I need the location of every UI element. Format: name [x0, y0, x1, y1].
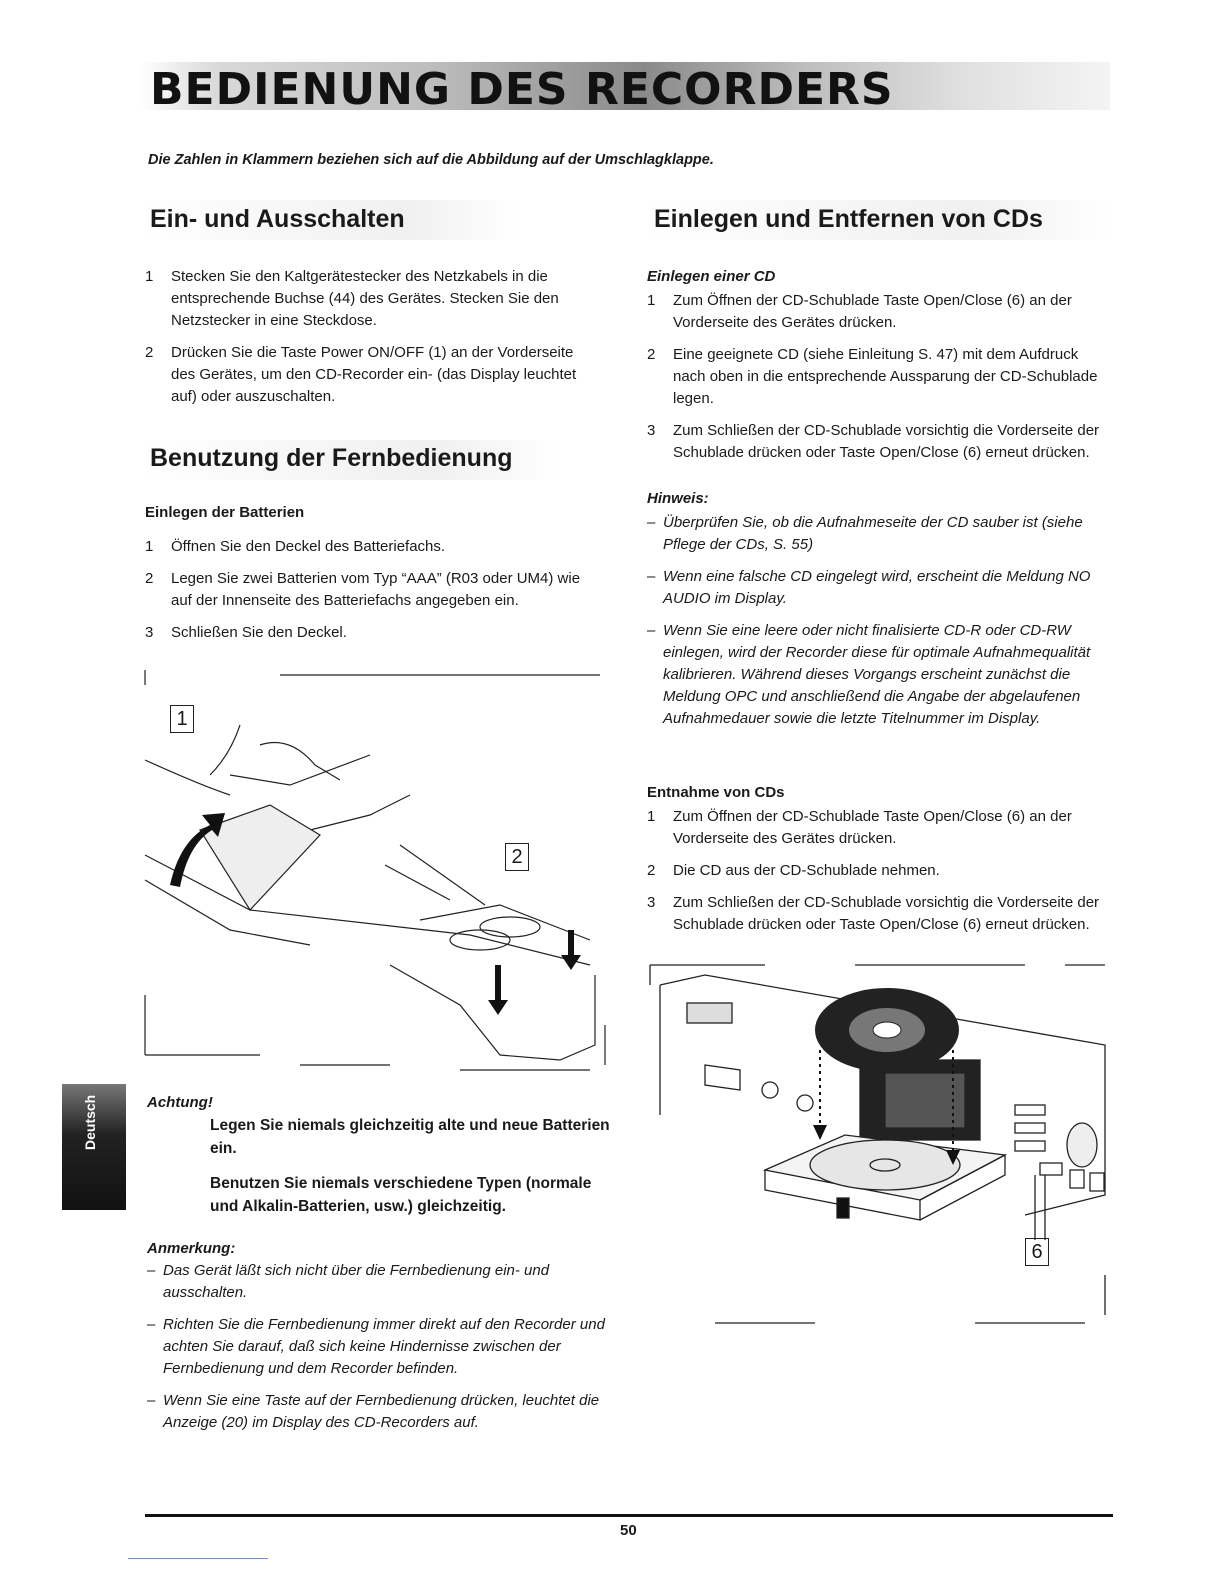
cd-disc-icon: [815, 988, 959, 1072]
remove-steps: [647, 806, 1112, 946]
warning-line: Benutzen Sie niemals verschiedene Typen (normale und Alkalin-Batterien, usw.) gleichzeitig.: [210, 1175, 592, 1215]
list-item: 3 Zum Schließen der CD-Schublade vorsichtig die Vorderseite der Schublade drücken oder Taste Open/Close (6) erneut drücken.: [647, 422, 1100, 461]
cd-recorder-illustration: [645, 955, 1110, 1325]
note-list: [147, 1260, 607, 1444]
subheading-batteries: Einlegen der Batterien: [145, 504, 305, 521]
intro-text: Die Zahlen in Klammern beziehen sich auf die Abbildung auf der Umschlagklappe.: [148, 152, 714, 168]
warning-line: Legen Sie niemals gleichzeitig alte und neue Batterien ein.: [210, 1117, 610, 1157]
battery-illustration: [140, 665, 610, 1085]
list-item: – Richten Sie die Fernbedienung immer direkt auf den Recorder und achten Sie darauf, daß sich keine Hindernisse zwischen der Fernbedienung und dem Recorder befinden.: [147, 1314, 607, 1380]
subheading-remove: Entnahme von CDs: [647, 784, 785, 801]
footer-rule: [145, 1514, 1113, 1517]
list-item: – Das Gerät läßt sich nicht über die Fernbedienung ein- und ausschalten.: [147, 1260, 607, 1304]
section-title-remote: Benutzung der Fernbedienung: [150, 444, 513, 472]
battery-steps: [145, 536, 590, 654]
figure-label-2: 2: [505, 843, 529, 871]
list-item: – Wenn Sie eine Taste auf der Fernbedienung drücken, leuchtet die Anzeige (20) im Display des CD-Recorders auf.: [147, 1390, 607, 1434]
list-item: 1 Öffnen Sie den Deckel des Batteriefachs.: [145, 538, 446, 555]
hint-list: [647, 512, 1107, 740]
list-item: 1 Zum Öffnen der CD-Schublade Taste Open/Close (6) an der Vorderseite des Gerätes drücken.: [647, 292, 1072, 331]
list-item: 1 Zum Öffnen der CD-Schublade Taste Open/Close (6) an der Vorderseite des Gerätes drücken.: [647, 808, 1072, 847]
list-item: 2 Drücken Sie die Taste Power ON/OFF (1) an der Vorderseite des Gerätes, um den CD-Recorder ein- (das Display leuchtet auf) oder auszuschalten.: [145, 344, 577, 405]
list-item: – Wenn eine falsche CD eingelegt wird, erscheint die Meldung NO AUDIO im Display.: [647, 566, 1107, 610]
arrow-down-icon: [488, 965, 508, 1015]
section-title-power: Ein- und Ausschalten: [150, 205, 405, 233]
page-title: BEDIENUNG DES RECORDERS: [150, 64, 894, 115]
list-item: 1 Stecken Sie den Kaltgerätestecker des Netzkabels in die entsprechende Buchse (44) des Gerätes. Stecken Sie den Netzstecker in eine Steckdose.: [145, 268, 559, 329]
language-tab-label: Deutsch: [82, 1094, 98, 1150]
figure-label-6: 6: [1025, 1238, 1049, 1266]
subheading-insert: Einlegen einer CD: [647, 268, 776, 285]
power-steps: [145, 266, 585, 418]
list-item: 2 Die CD aus der CD-Schublade nehmen.: [647, 862, 940, 879]
list-item: 2 Legen Sie zwei Batterien vom Typ “AAA” (R03 oder UM4) wie auf der Innenseite des Batteriefachs angegeben ein.: [145, 570, 581, 609]
arrow-down-icon: [561, 930, 581, 970]
page-number: 50: [620, 1522, 637, 1539]
insert-steps: [647, 290, 1112, 474]
list-item: 3 Zum Schließen der CD-Schublade vorsichtig die Vorderseite der Schublade drücken oder Taste Open/Close (6) erneut drücken.: [647, 894, 1100, 933]
list-item: – Wenn Sie eine leere oder nicht finalisierte CD-R oder CD-RW einlegen, wird der Recorder diese für optimale Aufnahmequalität kalibrieren. Während dieses Vorgangs erscheint zunächst die Meldung OPC und anschließend die Angabe der abgelaufenen Aufnahmedauer sowie die letzte Titelnummer im Display.: [647, 620, 1107, 730]
list-item: 3 Schließen Sie den Deckel.: [145, 624, 347, 641]
warning-block: [210, 1114, 610, 1230]
list-item: 2 Eine geeignete CD (siehe Einleitung S. 47) mit dem Aufdruck nach oben in die entsprechende Aussparung der CD-Schublade legen.: [647, 346, 1098, 407]
warning-title: Achtung!: [147, 1094, 213, 1111]
arrow-down-icon: [813, 1125, 827, 1140]
note-title: Anmerkung:: [147, 1240, 236, 1257]
list-item: – Überprüfen Sie, ob die Aufnahmeseite der CD sauber ist (siehe Pflege der CDs, S. 55): [647, 512, 1107, 556]
figure-label-1: 1: [170, 705, 194, 733]
section-title-cds: Einlegen und Entfernen von CDs: [654, 205, 1043, 233]
link-underline: [128, 1558, 268, 1559]
hint-title: Hinweis:: [647, 490, 709, 507]
